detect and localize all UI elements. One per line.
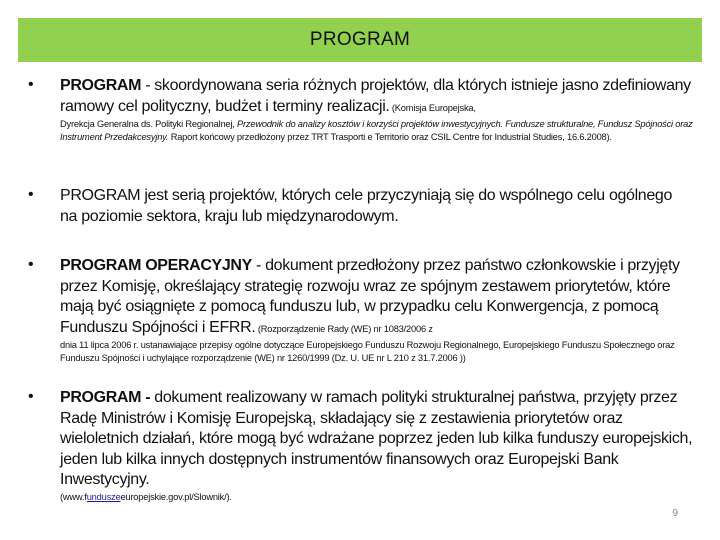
definition: - skoordynowana seria różnych projektów, dla których istnieje jasno zdefiniowany ramowy cel polityczny, budżet i terminy realizacji. [60,77,691,115]
term: PROGRAM - [60,389,151,406]
definition: PROGRAM jest serią projektów, których cele przyczyniają się do wspólnego celu ogólnego na poziomie sektora, kraju lub międzynarodowym. [60,187,672,225]
bullet-icon: • [28,76,34,93]
bullet-icon: • [28,256,34,273]
list-item [28,256,693,364]
page-number: 9 [672,508,678,519]
slide-title: PROGRAM [309,29,411,50]
definition: dokument realizowany w ramach polityki strukturalnej państwa, przyjęty przez Radę Ministrów i Komisję Europejską, składający się z zestawienia priorytetów oraz wieloletnich działań, które mogą być wdrażane poprzez jeden lub kilka funduszy europejskich, jeden lub kilka innych dostępnych instrumentów finansowych oraz Europejski Bank Inwestycyjny. [60,389,693,488]
source: dnia 11 lipca 2006 r. ustanawiające przepisy ogólne dotyczące Europejskiego Funduszu Rozwoju Regionalnego, Europejskiego Funduszu Społecznego oraz Funduszu Spójności i uchylające rozporządzenie (WE) nr 1260/1999 (Dz. U. UE nr L 210 z 31.7.2006 )) [60,340,675,363]
bullet-icon: • [28,388,34,405]
source: Dyrekcja Generalna ds. Polityki Regionalnej, [60,119,238,129]
term: PROGRAM OPERACYJNY [60,257,252,274]
source: (Komisja Europejska, [389,102,476,113]
list-item [28,76,693,143]
list-item [28,388,693,503]
source: (Rozporządzenie Rady (WE) nr 1083/2006 z [255,323,433,334]
source-link[interactable]: undusze [86,491,121,502]
definition: - dokument przedłożony przez państwo członkowskie i przyjęty przez Komisję, określający strategię rozwoju wraz ze spójnym zestawem priorytetów, które mają być osiągnięte z pomocą funduszu lub, w przypadku celu Konwergencja, z pomocą Funduszu Spójności i EFRR. [60,257,680,336]
term: PROGRAM [60,77,142,94]
list-item [28,186,693,227]
source-title: Przewodnik do analizy kosztów i korzyści projektów inwestycyjnych. Fundusze strukturalne, Fundusz Spójności oraz Instrument Przedakcesyjny. [60,119,693,142]
source: (www.f [60,491,87,502]
title-banner [18,18,702,62]
bullet-icon: • [28,186,34,203]
source: Raport końcowy przedłożony przez TRT Trasporti e Territorio oraz CSIL Centre for Industrial Studies, 16.6.2008). [168,131,612,142]
source: europejskie.gov.pl/Slownik/). [120,491,232,502]
